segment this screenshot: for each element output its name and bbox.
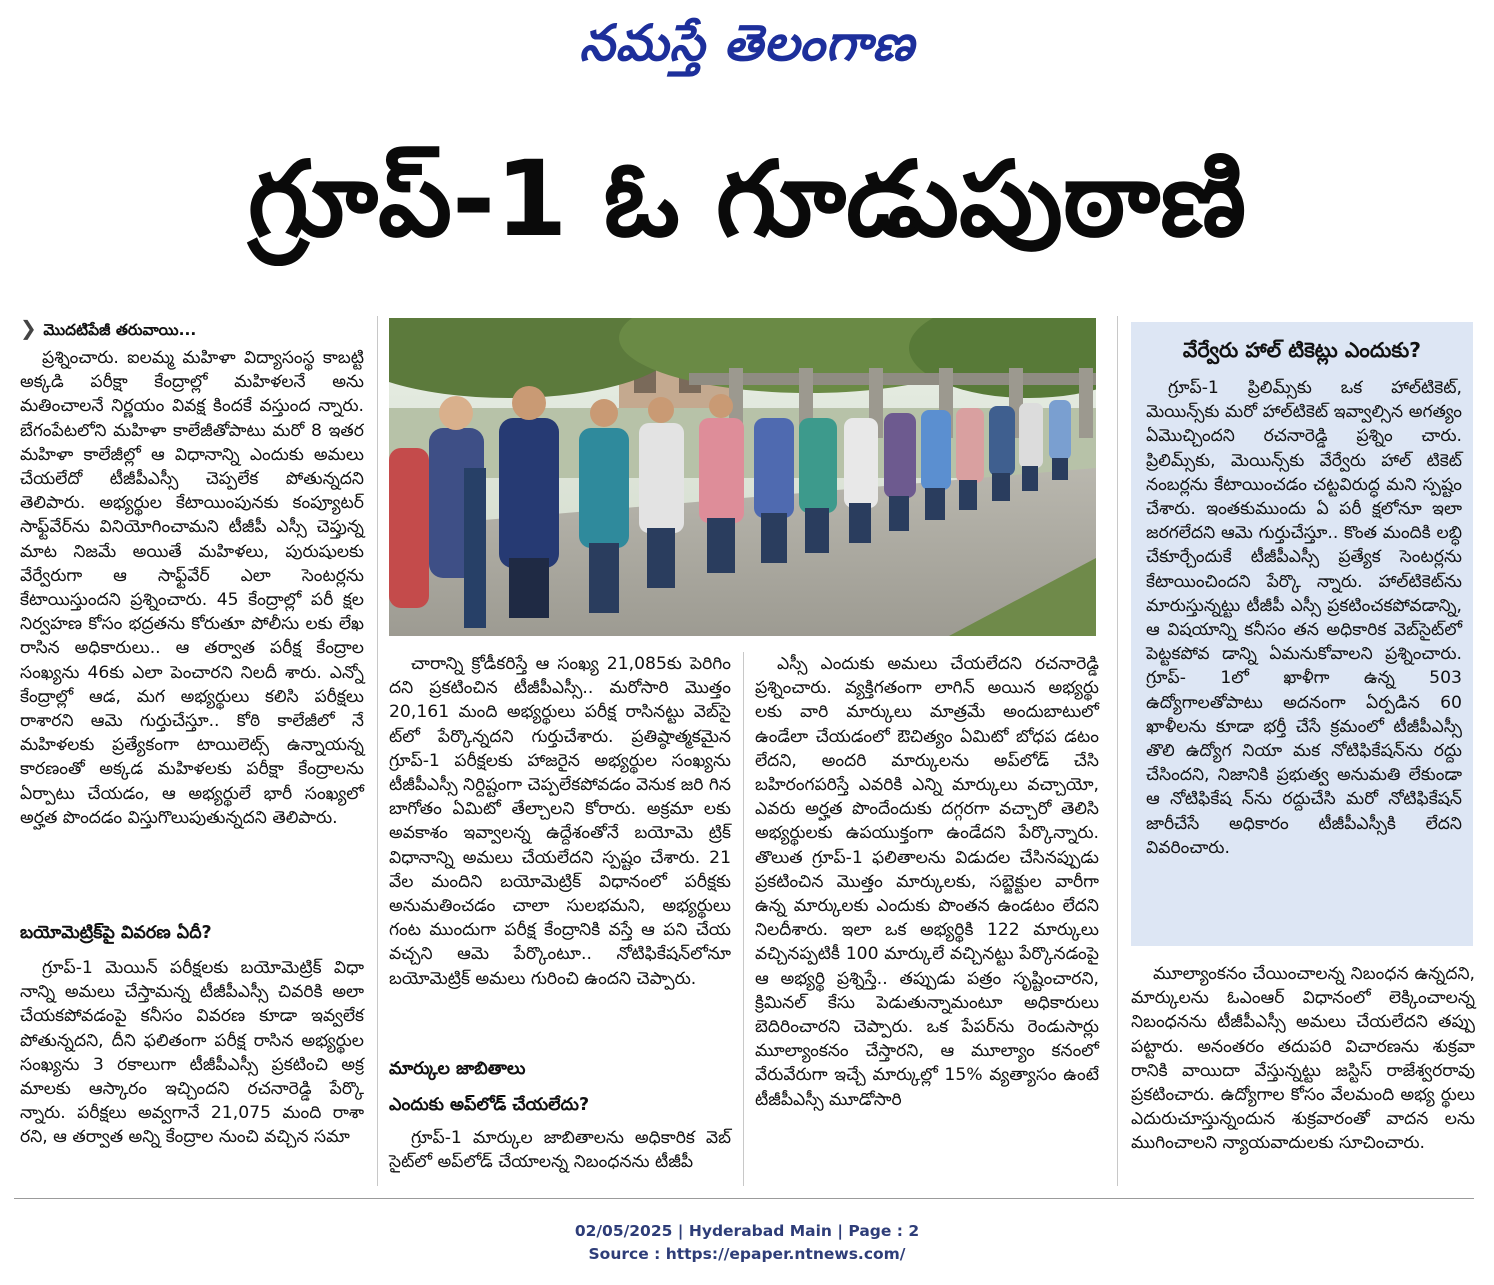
- news-photo: [389, 318, 1096, 636]
- continued-marker-label: మొదటిపేజీ తరువాయి...: [43, 321, 197, 339]
- footer-date-edition: 02/05/2025 | Hyderabad Main | Page : 2: [574, 1222, 920, 1240]
- column-divider: [743, 652, 744, 1186]
- headline: గ్రూప్-1 ఓ గూడుపుఠాణి: [247, 138, 1247, 260]
- masthead-logo: నమస్తే తెలంగాణ: [579, 13, 915, 72]
- article-paragraph: గ్రూప్-1 మార్కుల జాబితాలను అధికారిక వెబ్ సైట్‌లో అప్‌లోడ్ చేయాలన్న నిబంధనను టీజీపీ: [389, 1128, 731, 1173]
- subheading-why-not-uploaded: ఎందుకు అప్‌లోడ్ చేయలేదు?: [389, 1095, 590, 1115]
- sidebar-title: వేర్వేరు హాల్ టికెట్లు ఎందుకు?: [1182, 338, 1422, 362]
- article-column-4: [1131, 962, 1475, 1156]
- subheading-marks-lists: మార్కుల జాబితాలు: [389, 1059, 526, 1079]
- footer-source: Source : https://epaper.ntnews.com/: [588, 1245, 906, 1263]
- footer-divider: [14, 1198, 1474, 1199]
- candidates-queue-photo: [389, 318, 1096, 636]
- column-divider: [377, 316, 378, 1186]
- article-column-1: [20, 346, 364, 830]
- subheading-biometric: బయోమెట్రిక్‌పై వివరణ ఏదీ?: [20, 923, 212, 943]
- article-column-2-continued: [389, 1126, 731, 1174]
- column-divider: [1117, 316, 1118, 1186]
- article-paragraph: ఎస్సీ ఎందుకు అమలు చేయలేదని రచనారెడ్డి ప్రశ్నించారు. వ్యక్తిగతంగా లాగిన్ అయిన అభ్యర్థు లకు వారి మార్కులు మాత్రమే అందుబాటులో ఉండేలా చేయడంలో ఔచిత్యం ఏమిటో బోధప డటం లేదని, అందరి మార్కులను అప్‌లోడ్ చేసి బహిరంగపరిస్తే ఎవరికి ఎన్ని మార్కులు వచ్చాయో, ఎవరు అర్హత పొందేందుకు దగ్గరగా వచ్చారో తెలిసి అభ్యర్థులకు ఉపయుక్తంగా ఉండేదని పేర్కొన్నారు. తొలుత గ్రూప్-1 ఫలితాలను విడుదల చేసినప్పుడు ప్రకటించిన మొత్తం మార్కులకు, సబ్జెక్టుల వారీగా ఉన్న మార్కులకు ఎందుకు పొంతన ఉండటం లేదని నిలదీశారు. ఇలా ఒక అభ్యర్థికి 122 మార్కులు వచ్చినప్పటికీ 100 మార్కులే వచ్చినట్టు పేర్కొనడంపై ఆ అభ్యర్థి ప్రశ్నిస్తే.. తప్పుడు పత్రం సృష్టించారని, క్రిమినల్ కేసు పెడుతున్నామంటూ అధికారులు బెదిరించారని చెప్పారు. ఒక పేపర్‌ను రెండుసార్లు మూల్యాంకనం చేస్తారని, ఆ మూల్యాం కనంలో వేరువేరుగా ఇచ్చే మార్కుల్లో 15% వ్యత్యాసం ఉంటే టీజీపీఎస్సీ మూడోసారి: [755, 654, 1099, 1110]
- article-column-1-continued: [20, 956, 364, 1150]
- sidebar-text: [1146, 376, 1462, 860]
- article-paragraph: ప్రశ్నించారు. ఐలమ్మ మహిళా విద్యాసంస్థ కాబట్టి అక్కడి పరీక్షా కేంద్రాల్లో మహిళలనే అను మతించాలనే నిర్ణయం వివక్ష కిందకే వస్తుంద న్నారు. బేగంపేటలోని మహిళా కాలేజీతోపాటు మరో 8 ఇతర మహిళా కాలేజీల్లో ఆ విధానాన్ని ఎందుకు అమలు చేయలేదో టీజీపీఎస్సీ చెప్పలేక పోతున్నదని తెలిపారు. అభ్యర్థుల కేటాయింపునకు కంప్యూటర్ సాఫ్ట్‌వేర్‌ను వినియోగించామని టీజీపీ ఎస్సీ చెప్తున్న మాట నిజమే అయితే మహిళలు, పురుషులకు వేర్వేరుగా ఆ సాఫ్ట్‌వేర్ ఎలా సెంటర్లను కేటాయిస్తుందని ప్రశ్నించారు. 45 కేంద్రాల్లో పరీ క్షల నిర్వహణ కోసం భద్రతను కోరుతూ పోలీసు లకు లేఖ రాసిన అధికారులు.. ఆ తర్వాత పరీక్ష కేంద్రాల సంఖ్యను 46కు ఎలా పెంచారని నిలదీ శారు. ఎన్నో కేంద్రాల్లో ఆడ, మగ అభ్యర్థులు కలిసి పరీక్షలు రాశారని ఆమె గుర్తుచేస్తూ.. కోఠి కాలేజీలో నే మహిళలకు ప్రత్యేకంగా టాయిలెట్స్ ఉన్నాయన్న కారణంతో అక్కడ మహిళలకు పరీక్షా కేంద్రాలను ఏర్పాటు చేయడం, ఆ అభ్యర్థులే భారీ సంఖ్యలో అర్హత పొందడం విస్తుగొలుపుతున్నదని తెలిపారు.: [20, 348, 364, 828]
- article-paragraph: మూల్యాంకనం చేయించాలన్న నిబంధన ఉన్నదని, మార్కులను ఓఎంఆర్ విధానంలో లెక్కించాలన్న నిబంధనను టీజీపీఎస్సీ అమలు చేయలేదని తప్పు పట్టారు. అనంతరం తదుపరి విచారణను శుక్రవా రానికి వాయిదా వేస్తున్నట్టు జస్టిస్ రాజేశ్వరరావు ప్రకటించారు. ఉద్యోగాల కోసం వేలమంది అభ్య ర్థులు ఎదురుచూస్తున్నందున శుక్రవారంతో వాదన లను ముగించాలని న్యాయవాదులకు సూచించారు.: [1131, 964, 1475, 1154]
- article-column-3: [755, 652, 1099, 1112]
- article-column-2: [389, 652, 731, 991]
- continued-marker: [20, 316, 370, 340]
- sidebar-paragraph: గ్రూప్-1 ప్రిలిమ్స్‌కు ఒక హాల్‌టికెట్, మెయిన్స్‌కు మరో హాల్‌టికెట్ ఇవ్వాల్సిన అగత్యం ఏమొచ్చిందని రచనారెడ్డి ప్రశ్నిం చారు. ప్రిలిమ్స్‌కు, మెయిన్స్‌కు వేర్వేరు హాల్ టికెట్ నంబర్లను కేటాయించడం చట్టవిరుద్ధ మని స్పష్టం చేశారు. ఇంతకుముందు ఏ పరీ క్షలోనూ ఇలా జరగలేదని ఆమె గుర్తుచేస్తూ.. కొంత మందికి లబ్ధి చేకూర్చేందుకే టీజీపీఎస్సీ ప్రత్యేక సెంటర్లను కేటాయించిందని పేర్కొ న్నారు. హాల్‌టికెట్‌ను మారుస్తున్నట్టు టీజీపీ ఎస్సీ ప్రకటించకపోవడాన్ని, ఆ విషయాన్ని కనీసం తన అధికారిక వెబ్‌సైట్‌లో పెట్టకపోవ డాన్ని ఏమనుకోవాలని ప్రశ్నించారు. గ్రూప్- 1లో ఖాళీగా ఉన్న 503 ఉద్యోగాలతోపాటు అదనంగా ఏర్పడిన 60 ఖాళీలను కూడా భర్తీ చేసే క్రమంలో టీజీపీఎస్సీ తొలి ఉద్యోగ నియా మక నోటిఫికేషన్‌ను రద్దు చేసిందని, నిజానికి ప్రభుత్వ అనుమతి లేకుండా ఆ నోటిఫికేష న్‌ను రద్దుచేసి మరో నోటిఫికేషన్ జారీచేసే అధికారం టీజీపీఎస్సీకి లేదని వివరించారు.: [1146, 378, 1462, 858]
- chevron-right-icon: ❯: [20, 316, 37, 340]
- article-paragraph: గ్రూప్-1 మెయిన్ పరీక్షలకు బయోమెట్రిక్ విధా నాన్ని అమలు చేస్తామన్న టీజీపీఎస్సీ చివరికి అలా చేయకపోవడంపై కనీసం వివరణ కూడా ఇవ్వలేక పోతున్నదని, దీని ఫలితంగా పరీక్ష రాసిన అభ్యర్థుల సంఖ్యను 3 రకాలుగా టీజీపీఎస్సీ ప్రకటించి అక్ర మాలకు ఆస్కారం ఇచ్చిందని రచనారెడ్డి పేర్కొ న్నారు. పరీక్షలు అవ్వగానే 21,075 మంది రాశా రని, ఆ తర్వాత అన్ని కేంద్రాల నుంచి వచ్చిన సమా: [20, 958, 364, 1148]
- article-paragraph: చారాన్ని క్రోడీకరిస్తే ఆ సంఖ్య 21,085కు పెరిగిం దని ప్రకటించిన టీజీపీఎస్సీ.. మరోసారి మొత్తం 20,161 మంది అభ్యర్థులు పరీక్ష రాసినట్టు వెబ్‌సై ట్‌లో పేర్కొన్నదని గుర్తుచేశారు. ప్రతిష్ఠాత్మకమైన గ్రూప్-1 పరీక్షలకు హాజరైన అభ్యర్థుల సంఖ్యను టీజీపీఎస్సీ నిర్దిష్టంగా చెప్పలేకపోవడం వెనుక జరి గిన బాగోతం ఏమిటో తేల్చాలని కోరారు. అక్రమా లకు అవకాశం ఇవ్వాలన్న ఉద్దేశంతోనే బయోమె ట్రిక్ విధానాన్ని అమలు చేయలేదని స్పష్టం చేశారు. 21 వేల మందిని బయోమెట్రిక్ విధానంలో పరీక్షకు అనుమతించడం చాలా సులభమని, అభ్యర్థులు గంట ముందుగా పరీక్ష కేంద్రానికి వస్తే ఆ పని చేయ వచ్చని ఆమె పేర్కొంటూ.. నోటిఫికేషన్‌లోనూ బయోమెట్రిక్ అమలు గురించి ఉందని చెప్పారు.: [389, 654, 732, 989]
